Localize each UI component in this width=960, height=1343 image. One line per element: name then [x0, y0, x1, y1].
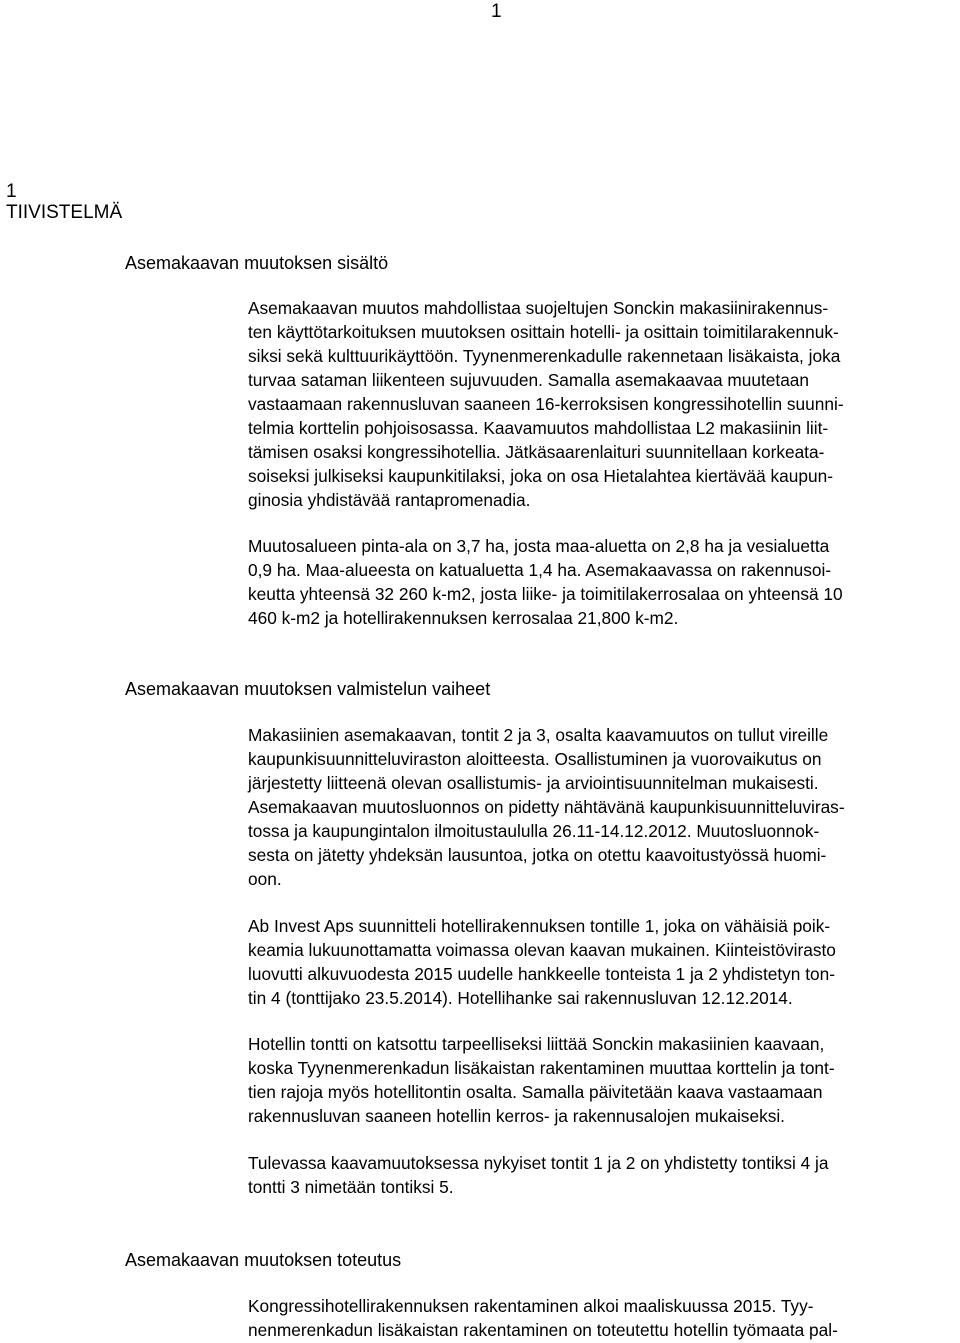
text-line: Asemakaavan muutosluonnos on pidetty nähtävänä kaupunkisuunnitteluviras-: [248, 797, 845, 817]
chapter-title: TIIVISTELMÄ: [6, 202, 123, 223]
text-line: telmia korttelin pohjoisosassa. Kaavamuutos mahdollistaa L2 makasiinin liit-: [248, 418, 829, 438]
text-line: Ab Invest Aps suunnitteli hotellirakennuksen tontille 1, joka on vähäisiä poik-: [248, 916, 831, 936]
text-line: nenmerenkadun lisäkaistan rakentaminen on toteutettu hotellin työmaata pal-: [248, 1320, 838, 1340]
text-line: keutta yhteensä 32 260 k-m2, josta liike- ja toimitilakerrosalaa on yhteensä 10: [248, 584, 843, 604]
text-line: Makasiinien asemakaavan, tontit 2 ja 3, osalta kaavamuutos on tullut vireille: [248, 725, 829, 745]
text-line: ten käyttötarkoituksen muutoksen osittain hotelli- ja osittain toimitilarakennuk-: [248, 322, 839, 342]
section-heading-content: Asemakaavan muutoksen sisältö: [125, 253, 389, 273]
text-line: Asemakaavan muutos mahdollistaa suojeltujen Sonckin makasiinirakennus-: [248, 298, 829, 318]
paragraph: [248, 723, 845, 891]
text-line: Hotellin tontti on katsottu tarpeelliseksi liittää Sonckin makasiinien kaavaan,: [248, 1034, 825, 1054]
paragraph: [248, 914, 836, 1010]
text-line: tien rajoja myös hotellitontin osalta. Samalla päivitetään kaava vastaamaan: [248, 1082, 823, 1102]
page-number: 1: [491, 1, 502, 22]
text-line: tossa ja kaupungintalon ilmoitustaululla 26.11-14.12.2012. Muutosluonnok-: [248, 821, 820, 841]
text-line: tontti 3 nimetään tontiksi 5.: [248, 1177, 454, 1197]
text-line: luovutti alkuvuodesta 2015 uudelle hankkeelle tonteista 1 ja 2 yhdistetyn ton-: [248, 964, 835, 984]
text-line: keamia lukuunottamatta voimassa olevan kaavan mukainen. Kiinteistövirasto: [248, 940, 836, 960]
text-line: vastaamaan rakennusluvan saaneen 16-kerroksisen kongressihotellin suunni-: [248, 394, 844, 414]
paragraph: [248, 534, 843, 630]
text-line: tin 4 (tonttijako 23.5.2014). Hotellihanke sai rakennusluvan 12.12.2014.: [248, 988, 793, 1008]
paragraph: [248, 1294, 838, 1342]
text-line: soiseksi julkiseksi kaupunkitilaksi, joka on osa Hietalahtea kiertävää kaupun-: [248, 466, 833, 486]
chapter-number: 1: [6, 181, 17, 202]
text-line: oon.: [248, 869, 282, 889]
section-heading-implementation: Asemakaavan muutoksen toteutus: [125, 1250, 402, 1270]
text-line: 0,9 ha. Maa-alueesta on katualuetta 1,4 ha. Asemakaavassa on rakennusoi-: [248, 560, 832, 580]
text-line: koska Tyynenmerenkadun lisäkaistan rakentaminen muuttaa korttelin ja tont-: [248, 1058, 835, 1078]
paragraph: [248, 296, 844, 512]
text-line: rakennusluvan saaneen hotellin kerros- ja rakennusalojen mukaiseksi.: [248, 1106, 785, 1126]
text-line: tämisen osaksi kongressihotellia. Jätkäsaarenlaituri suunnitellaan korkeata-: [248, 442, 825, 462]
text-line: Tulevassa kaavamuutoksessa nykyiset tontit 1 ja 2 on yhdistetty tontiksi 4 ja: [248, 1153, 829, 1173]
text-line: sesta on jätetty yhdeksän lausuntoa, jotka on otettu kaavoitustyössä huomi-: [248, 845, 827, 865]
text-line: 460 k-m2 ja hotellirakennuksen kerrosalaa 21,800 k-m2.: [248, 608, 679, 628]
text-line: turvaa sataman liikenteen sujuvuuden. Samalla asemakaavaa muutetaan: [248, 370, 810, 390]
section-heading-preparation: Asemakaavan muutoksen valmistelun vaiheet: [125, 679, 491, 699]
text-line: Kongressihotellirakennuksen rakentaminen alkoi maaliskuussa 2015. Tyy-: [248, 1296, 814, 1316]
text-line: kaupunkisuunnitteluviraston aloitteesta. Osallistuminen ja vuorovaikutus on: [248, 749, 822, 769]
text-line: ginosia yhdistävää rantapromenadia.: [248, 490, 531, 510]
text-line: siksi sekä kulttuurikäyttöön. Tyynenmerenkadulle rakennetaan lisäkaista, joka: [248, 346, 841, 366]
text-line: Muutosalueen pinta-ala on 3,7 ha, josta maa-aluetta on 2,8 ha ja vesialuetta: [248, 536, 830, 556]
paragraph: [248, 1151, 829, 1199]
paragraph: [248, 1032, 835, 1128]
text-line: järjestetty liitteenä olevan osallistumis- ja arviointisuunnitelman mukaisesti.: [248, 773, 819, 793]
